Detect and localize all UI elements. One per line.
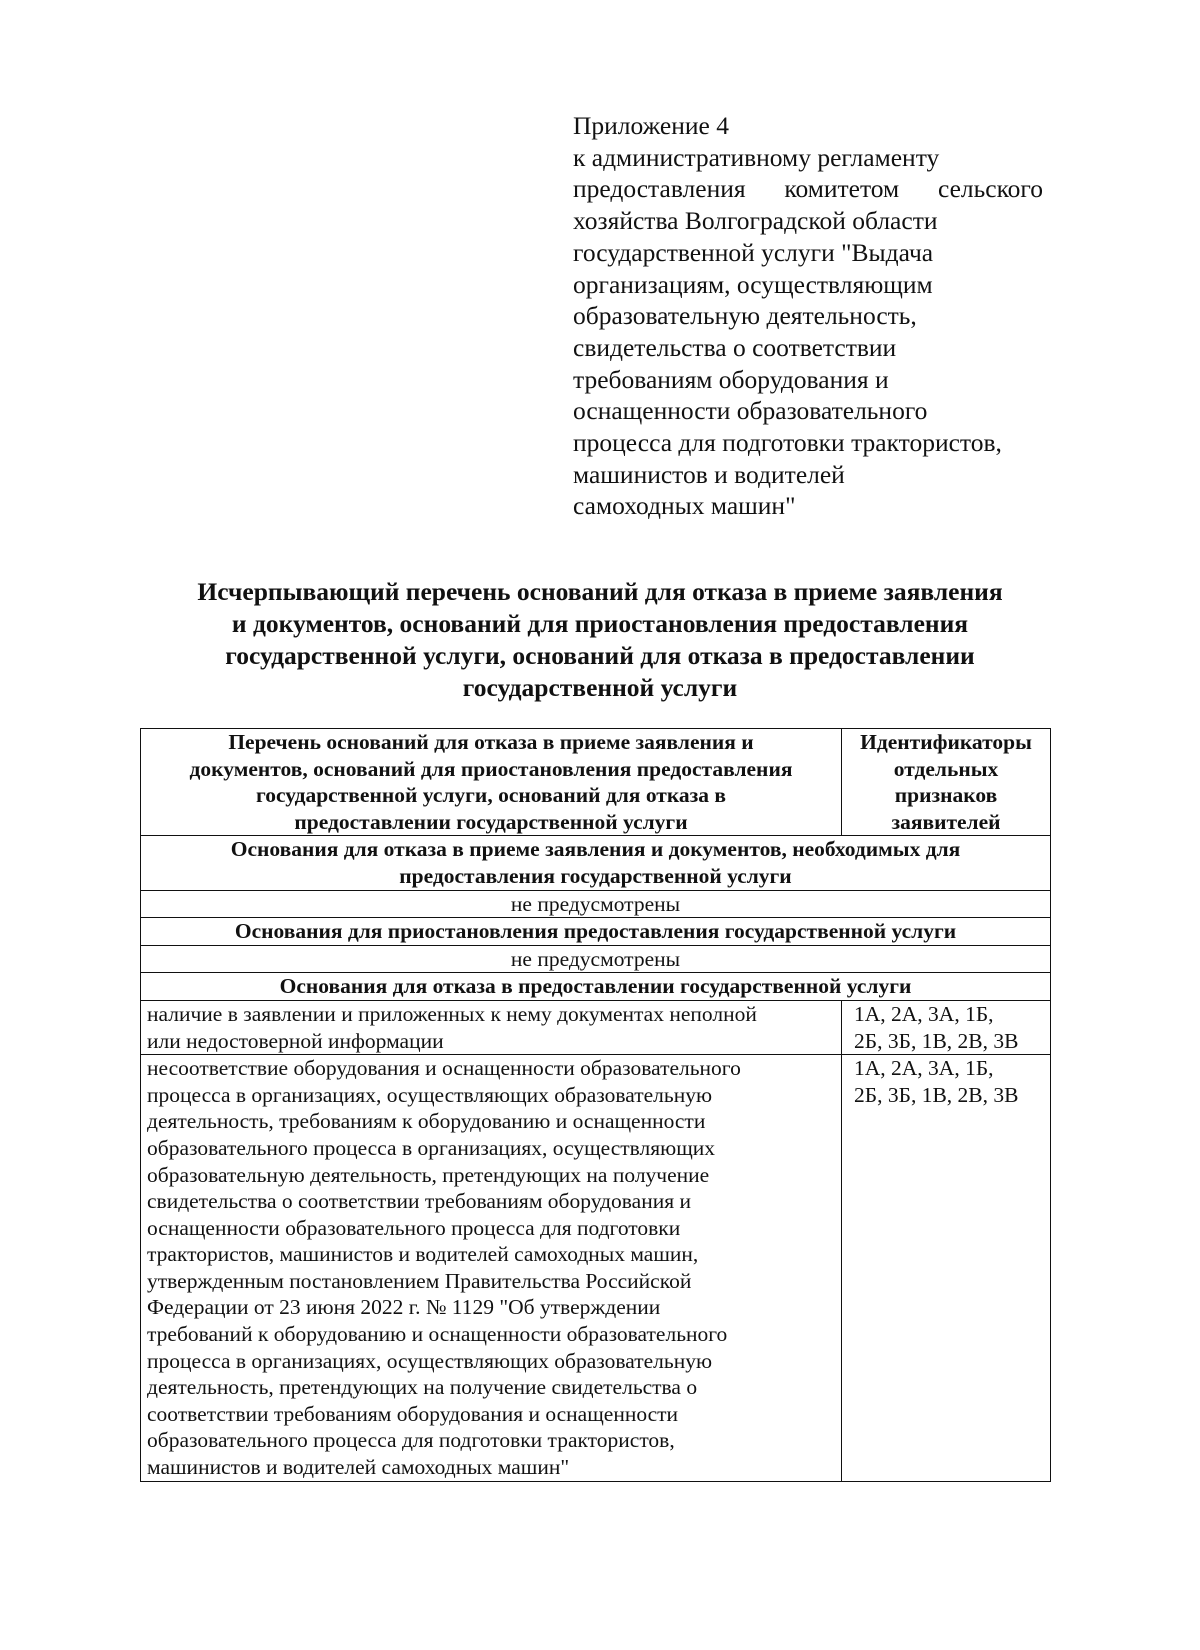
appendix-line: к административному регламенту [573,142,940,172]
table-row [141,890,1051,918]
appendix-line: предоставления комитетом сельского [573,174,1043,204]
table-row [141,1055,1051,1482]
appendix-note [573,110,1043,522]
ground-text-cell: несоответствие оборудования и оснащенности образовательного процесса в организациях, осуществляющих образовательную деятельность, требованиям к оборудованию и оснащенности образовательного процесса в организациях, осуществляющих образовательную деятельность, претендующих на получение свидетельства о соответствии требованиям оборудования и оснащенности образовательного процесса для подготовки трактористов, машинистов и водителей самоходных машин, утвержденным постановлением Правительства Российской Федерации от 23 июня 2022 г. № 1129 "Об утверждении требований к оборудованию и оснащенности образовательного процесса в организациях, осуществляющих образовательную деятельность, претендующих на получение свидетельства о соответствии требованиям оборудования и оснащенности образовательного процесса для подготовки трактористов, машинистов и водителей самоходных машин" [141,1055,842,1482]
document-title [130,576,1070,704]
table-header-row [141,729,1051,836]
title-line: государственной услуги [462,673,738,702]
table-row [141,945,1051,973]
identifiers-cell: 1А, 2А, 3А, 1Б, 2Б, 3Б, 1В, 2В, 3В [842,1000,1051,1054]
appendix-line: государственной услуги "Выдача [573,237,934,267]
appendix-line: процесса для подготовки трактористов, [573,428,1002,458]
appendix-line: машинистов и водителей [573,459,845,489]
not-provided-cell: не предусмотрены [141,890,1051,918]
appendix-line: требованиям оборудования и [573,364,889,394]
appendix-line: самоходных машин" [573,491,796,521]
section-heading-suspension: Основания для приостановления предоставления государственной услуги [141,918,1051,946]
appendix-line: образовательную деятельность, [573,301,917,331]
section-heading-refusal-service: Основания для отказа в предоставлении государственной услуги [141,973,1051,1001]
ground-text-cell: наличие в заявлении и приложенных к нему документах неполной или недостоверной информации [141,1000,842,1054]
appendix-line: Приложение 4 [573,111,729,140]
identifiers-cell: 1А, 2А, 3А, 1Б, 2Б, 3Б, 1В, 2В, 3В [842,1055,1051,1482]
section-heading-refusal-acceptance: Основания для отказа в приеме заявления и документов, необходимых для предоставления государственной услуги [141,836,1051,890]
appendix-line: свидетельства о соответствии [573,332,897,362]
header-grounds-list: Перечень оснований для отказа в приеме заявления и документов, оснований для приостановления предоставления государственной услуги, оснований для отказа в предоставлении государственной услуги [141,729,842,836]
appendix-line: организациям, осуществляющим [573,269,933,299]
table-row [141,1000,1051,1054]
header-applicant-identifiers: Идентификаторы отдельных признаков заявителей [842,729,1051,836]
appendix-line: оснащенности образовательного [573,396,928,426]
appendix-line: хозяйства Волгоградской области [573,206,938,236]
title-line: государственной услуги, оснований для отказа в предоставлении [225,641,975,670]
not-provided-cell: не предусмотрены [141,945,1051,973]
grounds-table [140,728,1051,1482]
title-line: Исчерпывающий перечень оснований для отказа в приеме заявления [197,577,1003,606]
title-line: и документов, оснований для приостановления предоставления [231,609,969,638]
